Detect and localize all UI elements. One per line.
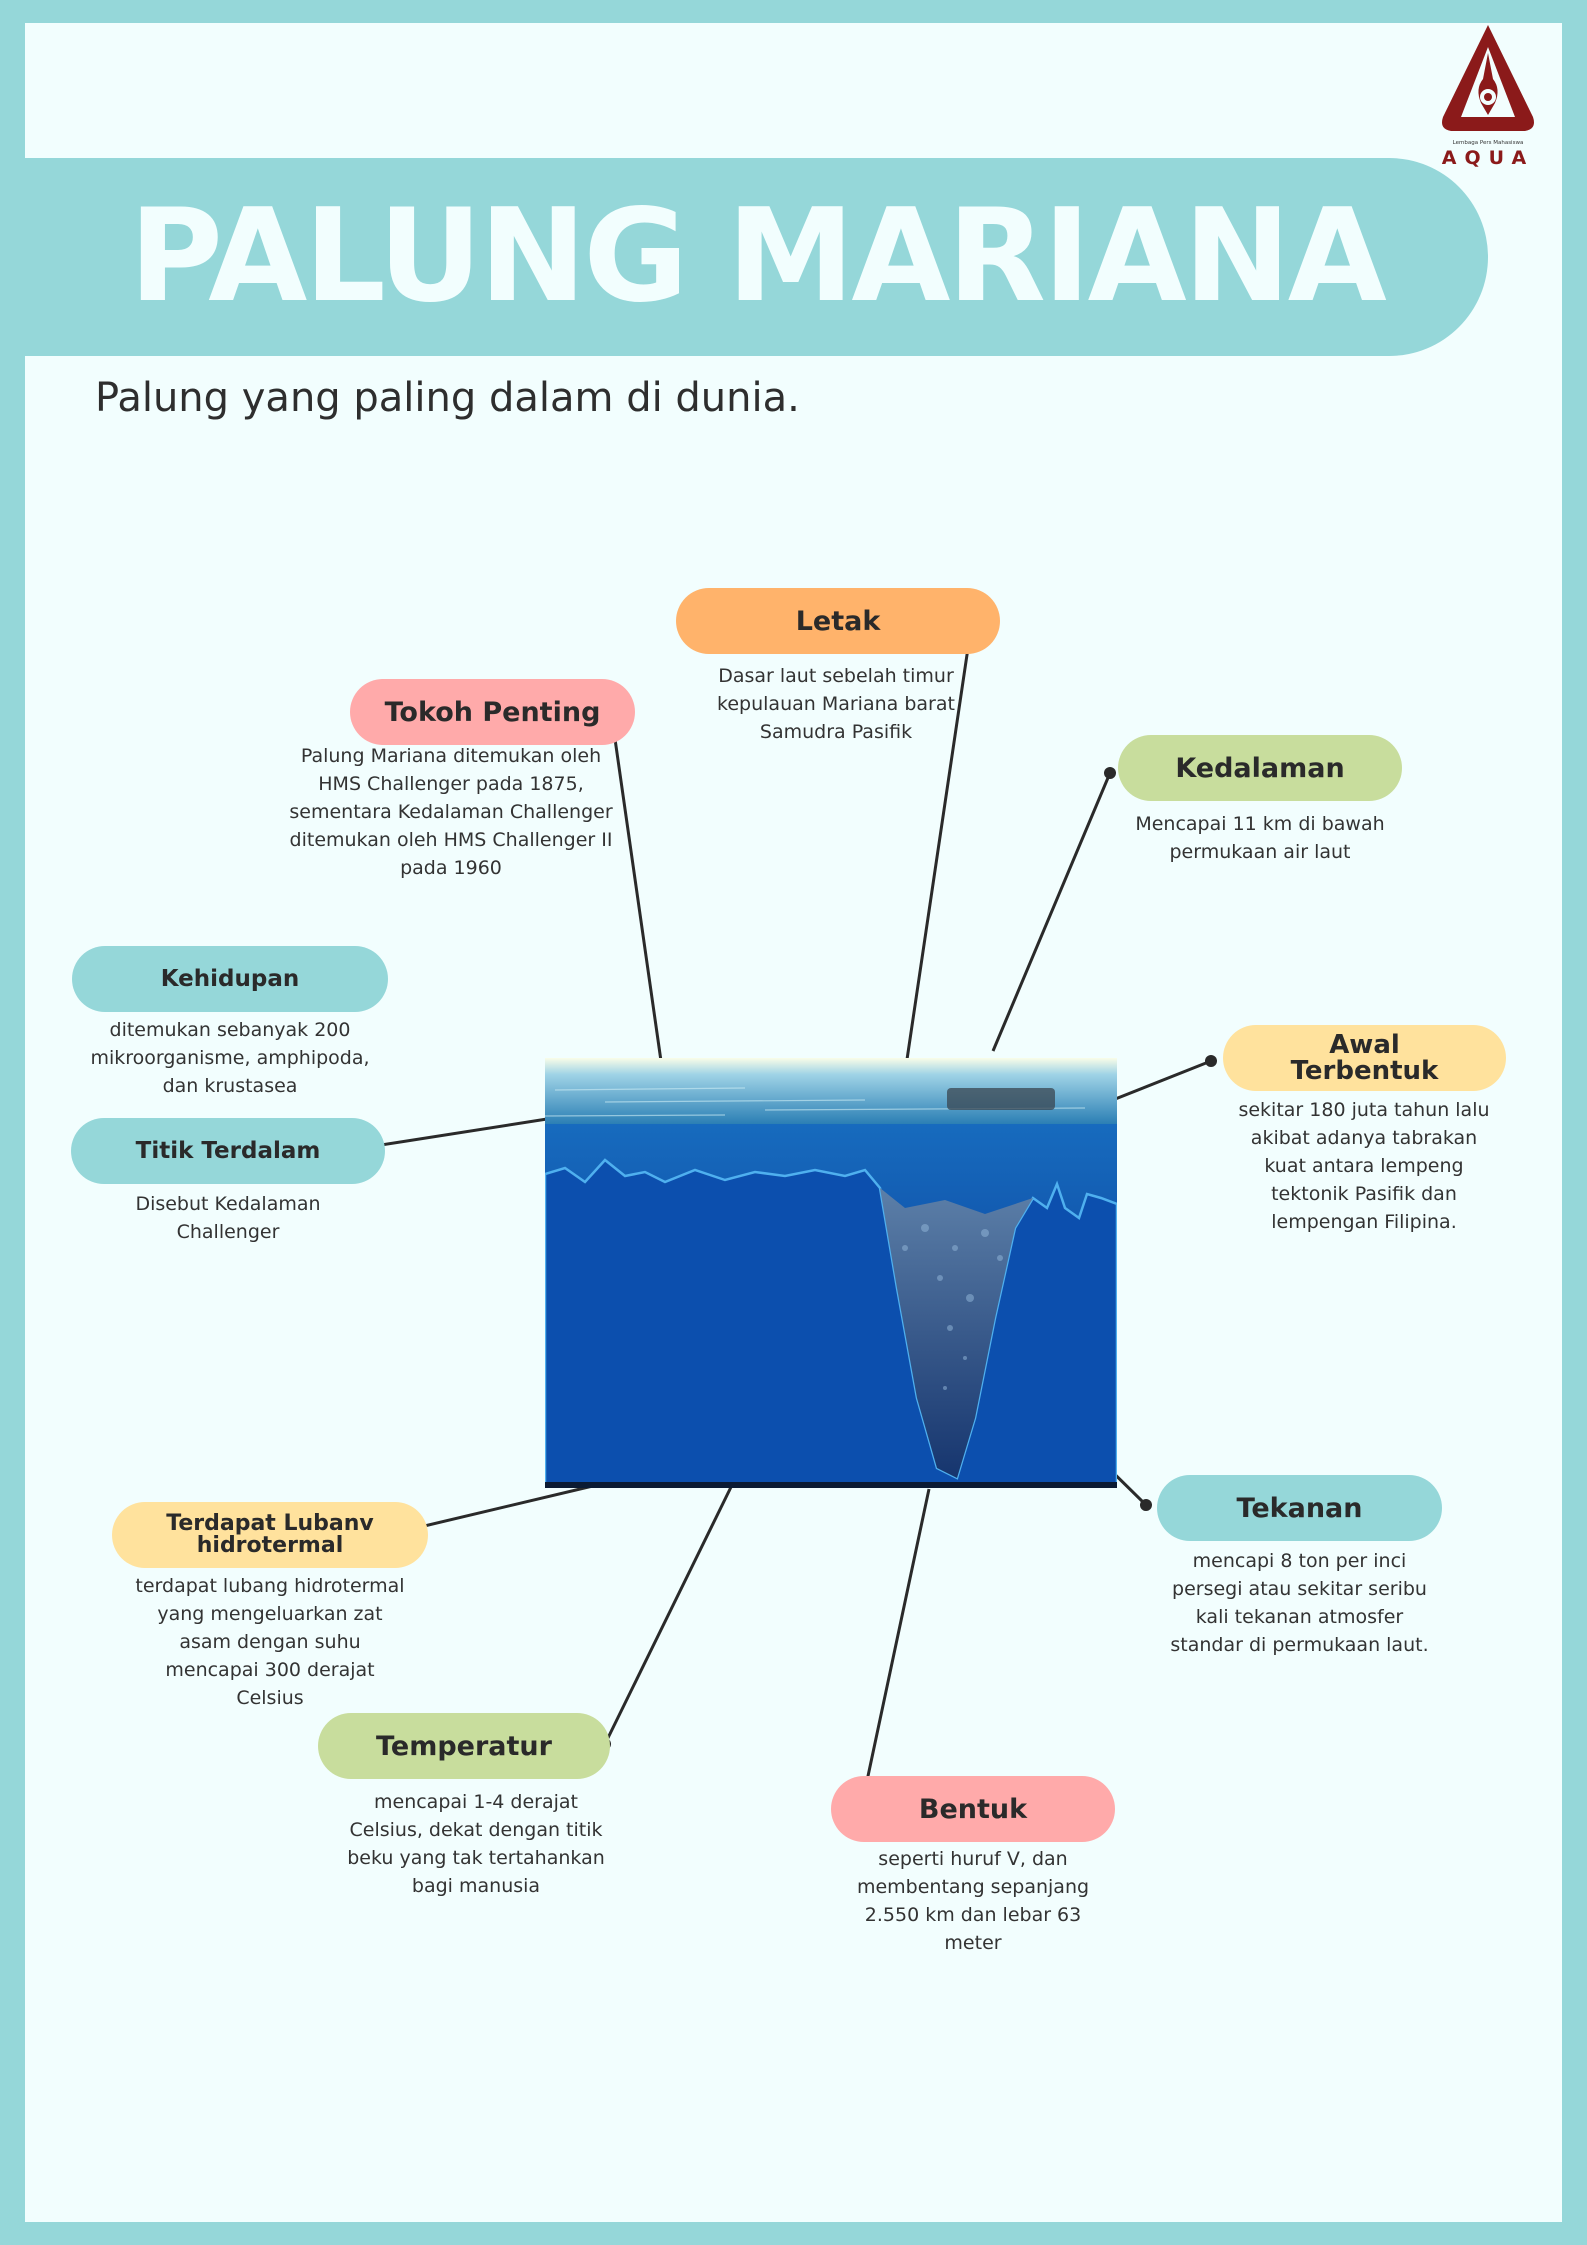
topic-desc-letak: Dasar laut sebelah timur kepulauan Mariana barat Samudra Pasifik xyxy=(717,665,955,743)
topic-pill-letak: Letak xyxy=(676,588,1000,654)
topic-pill-awal-terbentuk: Awal Terbentuk xyxy=(1223,1025,1506,1091)
topic-pill-temperatur: Temperatur xyxy=(318,1713,610,1779)
topic-desc-tokoh-penting: Palung Mariana ditemukan oleh HMS Challenger pada 1875, sementara Kedalaman Challenger ditemukan oleh HMS Challenger II pada 1960 xyxy=(289,745,613,879)
logo-name: AQUA xyxy=(1441,147,1535,169)
infographic-poster xyxy=(25,23,1562,2222)
topic-pill-kehidupan: Kehidupan xyxy=(72,946,388,1012)
topic-desc-kehidupan: ditemukan sebanyak 200 mikroorganisme, amphipoda, dan krustasea xyxy=(90,1019,370,1097)
topic-desc-lubang-hidrotermal: terdapat lubang hidrotermal yang mengeluarkan zat asam dengan suhu mencapai 300 derajat Celsius xyxy=(135,1575,405,1709)
topic-desc-temperatur: mencapai 1-4 derajat Celsius, dekat dengan titik beku yang tak tertahankan bagi manusia xyxy=(347,1791,605,1897)
topic-pill-titik-terdalam: Titik Terdalam xyxy=(71,1118,385,1184)
logo-caption: Lembaga Pers Mahasiswa xyxy=(1452,140,1524,146)
topic-pill-bentuk: Bentuk xyxy=(831,1776,1115,1842)
topic-pill-tekanan: Tekanan xyxy=(1157,1475,1442,1541)
connector-lubang xyxy=(399,1485,597,1532)
connector-tokoh xyxy=(611,711,661,1061)
topic-desc-titik-terdalam: Disebut Kedalaman Challenger xyxy=(135,1193,321,1243)
connector-bentuk xyxy=(861,1489,929,1809)
topic-desc-kedalaman: Mencapai 11 km di bawah permukaan air laut xyxy=(1135,813,1385,863)
topic-pill-lubang-hidrotermal: Terdapat Lubanv hidrotermal xyxy=(112,1502,428,1568)
topic-pill-tokoh-penting: Tokoh Penting xyxy=(350,679,635,745)
dot-awal xyxy=(1205,1055,1217,1067)
topic-desc-tekanan: mencapi 8 ton per inci persegi atau sekitar seribu kali tekanan atmosfer standar di permukaan laut. xyxy=(1170,1550,1429,1656)
dot-kedalaman xyxy=(1104,767,1116,779)
ocean-trench-cross-section-image xyxy=(545,1058,1117,1488)
page-subtitle: Palung yang paling dalam di dunia. xyxy=(95,375,800,421)
topic-desc-bentuk: seperti huruf V, dan membentang sepanjang 2.550 km dan lebar 63 meter xyxy=(856,1848,1090,1954)
topic-pill-kedalaman: Kedalaman xyxy=(1118,735,1402,801)
topic-desc-awal-terbentuk: sekitar 180 juta tahun lalu akibat adanya tabrakan kuat antara lempeng tektonik Pasifik dan lempengan Filipina. xyxy=(1238,1099,1490,1233)
dot-tekanan xyxy=(1140,1499,1152,1511)
connector-kedalaman xyxy=(993,773,1110,1051)
connector-temperatur xyxy=(605,1485,732,1744)
page-title: PALUNG MARIANA xyxy=(129,182,1384,331)
